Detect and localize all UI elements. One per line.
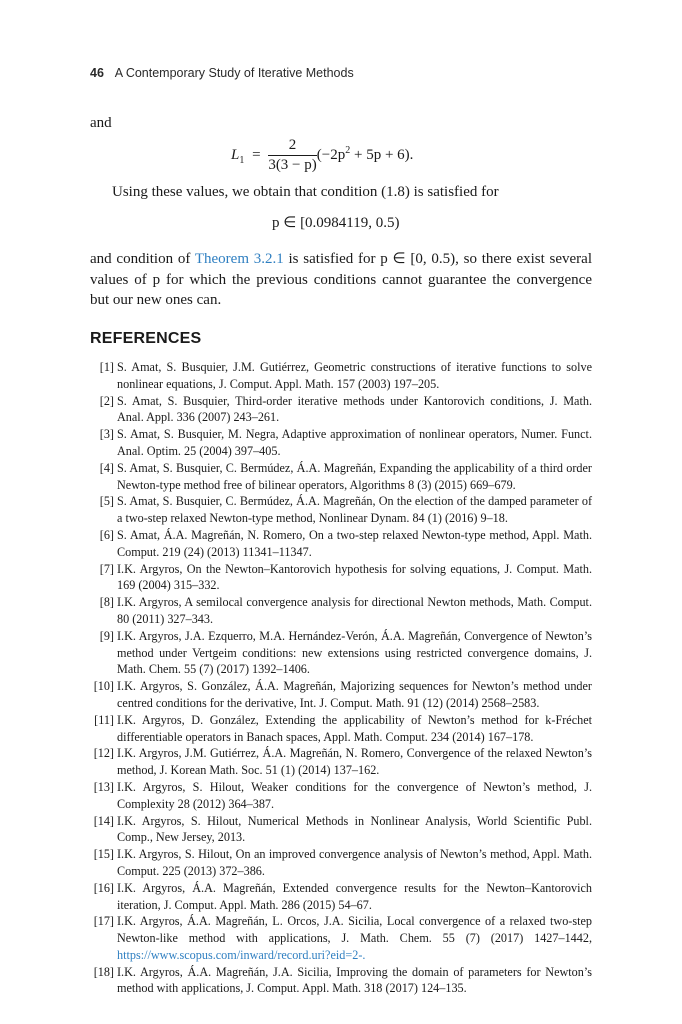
equation-interval: p ∈ [0.0984119, 0.5) <box>272 215 400 231</box>
reference-text: S. Amat, S. Busquier, M. Negra, Adaptive approximation of nonlinear operators, Numer. Funct. Anal. Optim. 25 (2004) 397–405. <box>117 427 592 458</box>
eq1-lhs-sub: 1 <box>239 154 245 166</box>
reference-text: S. Amat, Á.A. Magreñán, N. Romero, On a two-step relaxed Newton-type method, Appl. Math. Comput. 219 (24) (2013) 11341–11347. <box>117 527 592 559</box>
paragraph-line1 <box>90 249 592 270</box>
reference-item <box>90 745 592 779</box>
reference-item <box>90 712 592 746</box>
eq1-rhs-part2: + 5p + 6). <box>350 146 414 163</box>
reference-text: I.K. Argyros, J.M. Gutiérrez, Á.A. Magreñán, N. Romero, Convergence of the relaxed Newton’s method, J. Korean Math. Soc. 51 (1) (2014) 137–162. <box>117 746 592 778</box>
reference-text: I.K. Argyros, Á.A. Magreñán, J.A. Sicilia, Improving the domain of parameters for Newton’s method with applications, J. Comput. Appl. Math. 318 (2017) 124–135. <box>117 964 592 996</box>
reference-item <box>90 964 592 998</box>
reference-item <box>90 359 592 393</box>
reference-text: I.K. Argyros, D. González, Extending the applicability of Newton’s method for k-Fréchet differentiable operators in Banach spaces, Appl. Math. Comput. 234 (2014) 167–178. <box>117 712 592 744</box>
reference-item <box>90 460 592 494</box>
reference-number: [2] <box>99 393 114 408</box>
reference-text: I.K. Argyros, On the Newton–Kantorovich hypothesis for solving equations, J. Comput. Math. 169 (2004) 315–332. <box>117 561 592 593</box>
reference-number: [5] <box>99 494 114 509</box>
reference-text: I.K. Argyros, Á.A. Magreñán, L. Orcos, J.A. Sicilia, Local convergence of a relaxed two-step Newton-like method with applications, J. Math. Chem. 55 (7) (2017) 1427–1442, <box>117 914 592 946</box>
paragraph-line2: values of p for which the previous conditions cannot guarantee the convergence <box>90 271 592 288</box>
eq1-fraction <box>268 137 316 174</box>
reference-number: [10] <box>93 679 114 694</box>
reference-number: [6] <box>99 527 114 542</box>
reference-text: S. Amat, S. Busquier, Third-order iterative methods under Kantorovich conditions, J. Math. Anal. Appl. 336 (2007) 243–261. <box>117 393 592 425</box>
reference-number: [1] <box>99 360 114 374</box>
reference-number: [12] <box>93 746 114 761</box>
reference-number: [3] <box>99 427 114 442</box>
reference-item <box>90 561 592 595</box>
reference-text: S. Amat, S. Busquier, J.M. Gutiérrez, Geometric constructions of iterative functions to solve nonlinear equations, J. Comput. Appl. Math. 157 (2003) 197–205. <box>117 360 592 391</box>
and-word: and <box>90 115 112 131</box>
reference-number: [16] <box>93 880 114 895</box>
reference-text: I.K. Argyros, S. Hilout, On an improved convergence analysis of Newton’s method, Appl. Math. Comput. 225 (2013) 372–386. <box>117 847 592 878</box>
page-number: 46 <box>90 66 104 80</box>
eq1-rhs-part1: (−2p <box>316 146 346 163</box>
reference-number: [11] <box>94 712 114 727</box>
reference-item <box>90 493 592 527</box>
paragraph-line3: but our new ones can. <box>90 292 222 308</box>
reference-text: I.K. Argyros, S. González, Á.A. Magreñán, Majorizing sequences for Newton’s method under centred conditions for the derivative, Int. J. Comput. Math. 91 (12) (2014) 2568–2583. <box>117 679 592 710</box>
reference-item <box>90 813 592 847</box>
running-head <box>90 66 354 80</box>
reference-item <box>90 527 592 561</box>
reference-list <box>90 359 592 997</box>
reference-number: [15] <box>93 847 114 862</box>
reference-text: I.K. Argyros, A semilocal convergence analysis for directional Newton methods, Math. Comput. 80 (2011) 327–343. <box>117 595 592 626</box>
eq1-equals: = <box>252 146 261 163</box>
reference-text: I.K. Argyros, S. Hilout, Numerical Methods in Nonlinear Analysis, World Scientific Publ. Comp., New Jersey, 2013. <box>117 813 592 845</box>
reference-item <box>90 846 592 880</box>
para-part1: and condition of <box>90 251 191 267</box>
reference-number: [7] <box>99 561 114 576</box>
reference-text: S. Amat, S. Busquier, C. Bermúdez, Á.A. Magreñán, On the election of the damped parameter of a two-step relaxed Newton-type method, Nonlinear Dynam. 84 (1) (2016) 9–18. <box>117 494 592 526</box>
eq1-denominator: 3(3 − p) <box>268 157 317 173</box>
reference-item <box>90 628 592 678</box>
reference-item <box>90 393 592 427</box>
reference-item <box>90 594 592 628</box>
reference-number: [9] <box>99 628 114 643</box>
reference-number: [17] <box>93 914 114 929</box>
references-heading: REFERENCES <box>90 330 202 347</box>
equation-l1 <box>231 137 413 174</box>
reference-item <box>90 913 592 963</box>
eq1-lhs: L <box>231 146 240 163</box>
reference-text: I.K. Argyros, S. Hilout, Weaker conditions for the convergence of Newton’s method, J. Complexity 28 (2012) 364–387. <box>117 779 592 811</box>
reference-item <box>90 678 592 712</box>
sentence-condition: Using these values, we obtain that condition (1.8) is satisfied for <box>112 184 499 200</box>
theorem-link[interactable]: Theorem 3.2.1 <box>194 251 284 267</box>
reference-number: [4] <box>99 460 114 475</box>
reference-item <box>90 426 592 460</box>
reference-number: [14] <box>93 813 114 828</box>
eq1-rhs-sup: 2 <box>345 144 351 156</box>
reference-text: S. Amat, S. Busquier, C. Bermúdez, Á.A. Magreñán, Expanding the applicability of a third order Newton-type method free of bilinear operators, Algorithms 8 (3) (2015) 669–679. <box>117 460 592 492</box>
reference-url-link[interactable]: https://www.scopus.com/inward/record.uri?eid=2-. <box>117 947 366 962</box>
reference-text: I.K. Argyros, J.A. Ezquerro, M.A. Hernández-Verón, Á.A. Magreñán, Convergence of Newton’s method under Vertgeim conditions: new extensions using restricted convergence domains, J. Math. Chem. 55 (7) (2017) 1392–1406. <box>117 628 592 677</box>
reference-text: I.K. Argyros, Á.A. Magreñán, Extended convergence results for the Newton–Kantorovich iteration, J. Comput. Appl. Math. 286 (2015) 54–67. <box>117 880 592 912</box>
reference-number: [8] <box>99 595 114 610</box>
reference-number: [13] <box>93 779 114 794</box>
reference-item <box>90 779 592 813</box>
reference-item <box>90 880 592 914</box>
para-part2: is satisfied for p ∈ [0, 0.5), so there exist several <box>288 251 593 267</box>
eq1-numerator: 2 <box>268 137 316 156</box>
book-title: A Contemporary Study of Iterative Methods <box>114 66 354 80</box>
reference-number: [18] <box>93 964 114 979</box>
